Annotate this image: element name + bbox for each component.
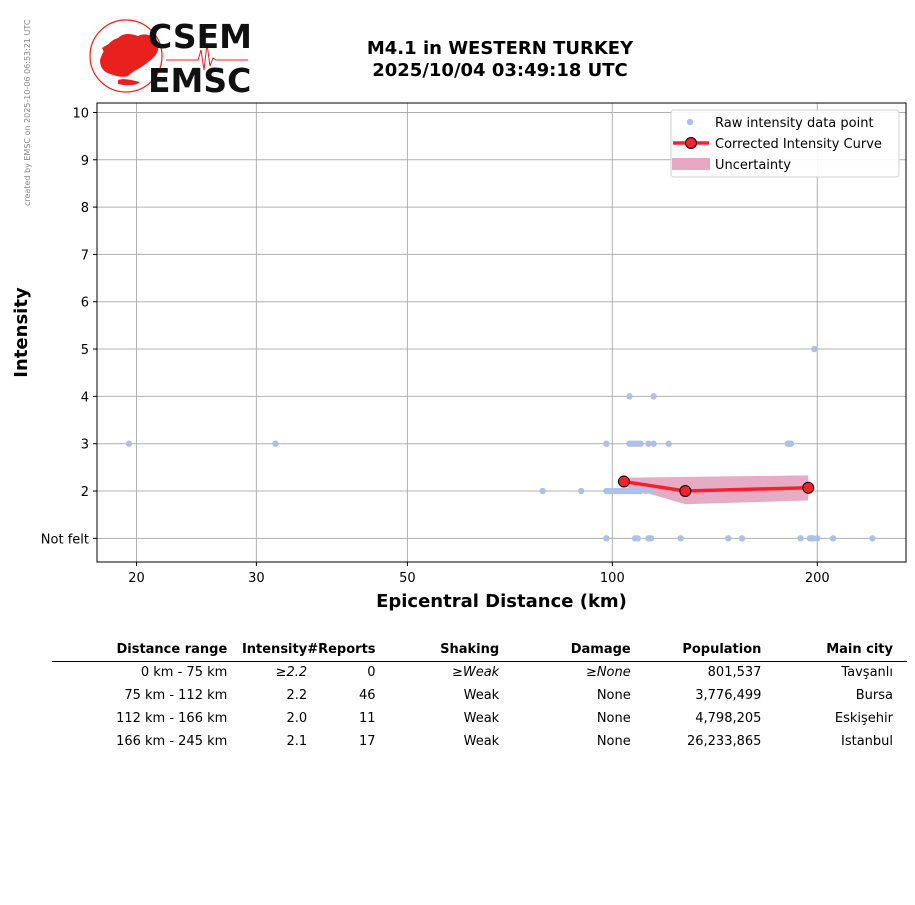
header-intensity: Intensity <box>227 640 307 662</box>
raw-data-point <box>126 441 132 447</box>
cell-population: 3,776,499 <box>695 688 762 703</box>
raw-data-point <box>635 535 641 541</box>
cell-shaking: Weak <box>463 688 500 703</box>
cell-intensity: 2.0 <box>286 711 308 726</box>
cell-damage: None <box>596 688 631 703</box>
cell-intensity: 2.2 <box>286 688 308 703</box>
table-header-row <box>52 640 907 662</box>
legend-raw-label: Raw intensity data point <box>715 116 874 131</box>
table-row <box>52 731 907 754</box>
y-axis-label: Intensity <box>11 287 32 378</box>
curve-marker <box>803 482 814 493</box>
cell-range: 0 km - 75 km <box>140 665 228 680</box>
logo-top-text: CSEM <box>148 18 252 56</box>
event-title: M4.1 in WESTERN TURKEY <box>366 38 634 59</box>
y-tick-label: 4 <box>80 390 89 406</box>
table-row <box>52 662 907 686</box>
raw-data-point <box>869 535 875 541</box>
logo-bottom-text: EMSC <box>148 61 252 98</box>
raw-data-point <box>603 535 609 541</box>
cell-reports: 0 <box>367 665 376 680</box>
cell-damage: None <box>596 711 631 726</box>
raw-data-point <box>739 535 745 541</box>
cell-damage: None <box>596 734 631 749</box>
header-shaking: Shaking <box>390 640 500 662</box>
cell-city: Bursa <box>855 688 893 703</box>
y-tick-label: Not felt <box>40 532 89 548</box>
raw-data-point <box>637 441 643 447</box>
legend-raw-marker <box>687 119 693 125</box>
y-tick-label: 9 <box>80 153 89 169</box>
raw-data-point <box>788 441 794 447</box>
legend-curve-label: Corrected Intensity Curve <box>715 137 882 152</box>
x-tick-label: 50 <box>399 571 416 586</box>
creation-note: created by EMSC on 2025-10-06 06:53:21 UTC <box>23 19 32 206</box>
event-datetime: 2025/10/04 03:49:18 UTC <box>372 60 628 81</box>
y-tick-label: 2 <box>80 485 89 501</box>
cell-reports: 46 <box>358 688 376 703</box>
raw-data-point <box>539 488 545 494</box>
cell-range: 75 km - 112 km <box>124 688 228 703</box>
curve-marker <box>618 476 629 487</box>
curve-marker <box>680 486 691 497</box>
x-tick-label: 30 <box>248 571 265 586</box>
header-distance-range: Distance range <box>52 640 227 662</box>
raw-data-point <box>814 535 820 541</box>
cell-damage: ≥None <box>585 665 631 680</box>
raw-data-point <box>603 441 609 447</box>
raw-data-point <box>648 488 654 494</box>
raw-data-point <box>650 393 656 399</box>
cell-intensity: ≥2.2 <box>275 665 308 680</box>
header-reports: #Reports <box>307 640 389 662</box>
x-tick-label: 200 <box>804 571 830 586</box>
header-damage: Damage <box>499 640 631 662</box>
y-tick-label: 8 <box>80 201 89 217</box>
cell-intensity: 2.1 <box>286 734 308 749</box>
raw-data-point <box>830 535 836 541</box>
cell-range: 166 km - 245 km <box>116 734 228 749</box>
legend-curve-marker <box>686 138 697 149</box>
x-axis-label: Epicentral Distance (km) <box>376 591 627 612</box>
legend-uncertainty-label: Uncertainty <box>715 158 791 173</box>
cell-population: 801,537 <box>707 665 762 680</box>
x-tick-label: 100 <box>599 571 625 586</box>
legend-uncertainty-swatch <box>672 158 710 170</box>
cell-city: Eskişehir <box>834 711 893 726</box>
table-row <box>52 685 907 708</box>
raw-data-point <box>578 488 584 494</box>
y-tick-label: 3 <box>80 437 89 453</box>
cell-reports: 17 <box>358 734 376 749</box>
cell-range: 112 km - 166 km <box>116 711 228 726</box>
cell-population: 4,798,205 <box>695 711 762 726</box>
raw-data-point <box>811 346 817 352</box>
raw-data-point <box>677 535 683 541</box>
cell-shaking: ≥Weak <box>451 665 500 680</box>
cell-population: 26,233,865 <box>686 734 762 749</box>
raw-data-point <box>665 441 671 447</box>
raw-data-point <box>626 393 632 399</box>
cell-reports: 11 <box>358 711 376 726</box>
y-tick-label: 10 <box>72 106 89 122</box>
y-tick-label: 6 <box>80 295 89 311</box>
header-population: Population <box>631 640 762 662</box>
cell-city: Istanbul <box>840 734 893 749</box>
cell-shaking: Weak <box>463 734 500 749</box>
header-main-city: Main city <box>761 640 907 662</box>
raw-data-point <box>725 535 731 541</box>
cell-city: Tavşanlı <box>841 665 893 680</box>
y-tick-label: 5 <box>80 343 89 359</box>
statistics-table <box>52 640 907 754</box>
raw-data-point <box>650 441 656 447</box>
table-row <box>52 708 907 731</box>
raw-data-point <box>648 535 654 541</box>
raw-data-point <box>272 441 278 447</box>
cell-shaking: Weak <box>463 711 500 726</box>
raw-data-point <box>797 535 803 541</box>
y-tick-label: 7 <box>80 248 89 264</box>
x-tick-label: 20 <box>128 571 145 586</box>
